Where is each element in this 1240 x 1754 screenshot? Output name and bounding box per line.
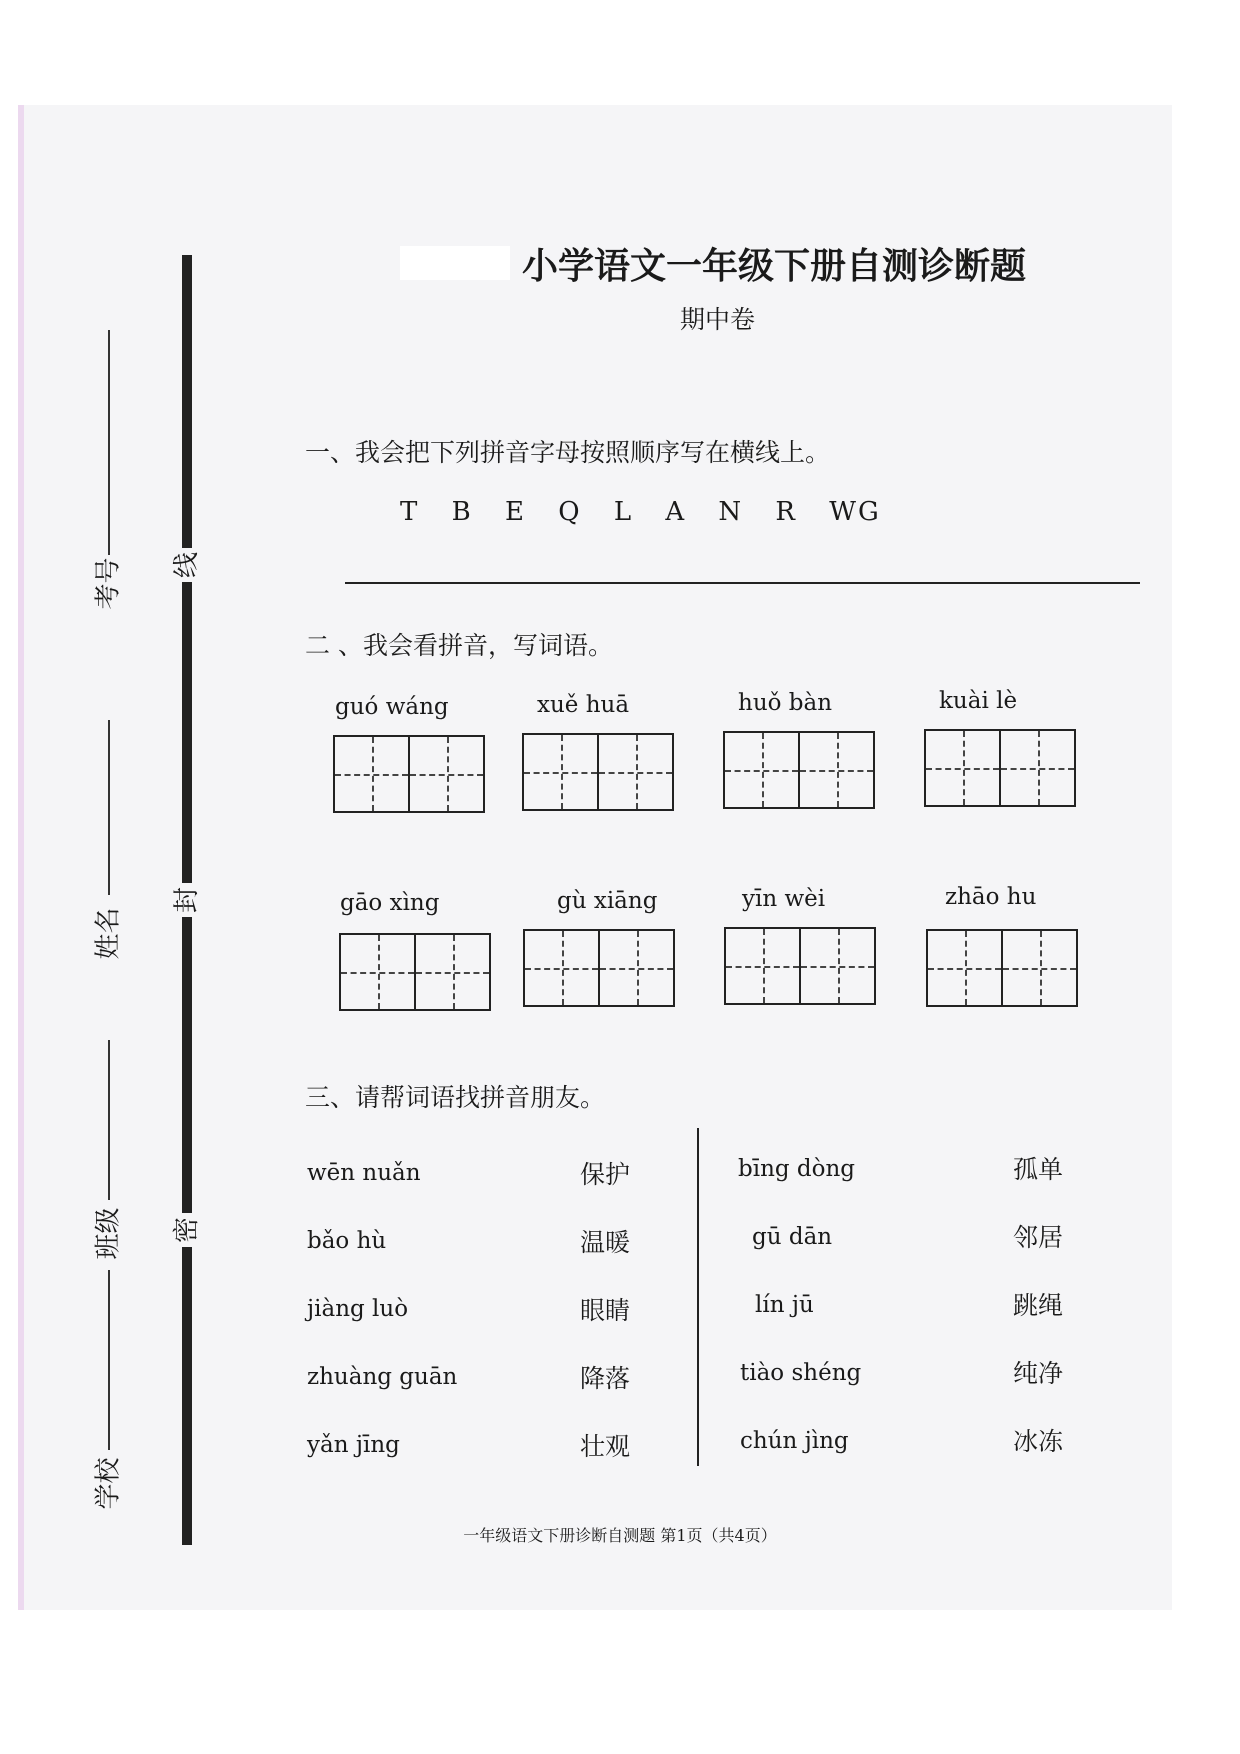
section3-heading: 三、请帮词语找拼音朋友。 bbox=[305, 1083, 606, 1112]
pinyin-prompt: huǒ bàn bbox=[738, 690, 833, 716]
letter: N bbox=[718, 497, 744, 527]
pinyin-prompt: gù xiāng bbox=[557, 888, 658, 914]
match-word[interactable]: 温暖 bbox=[580, 1228, 631, 1257]
pinyin-prompt: xuě huā bbox=[537, 692, 630, 718]
match-pinyin[interactable]: yǎn jīng bbox=[307, 1432, 400, 1458]
seal-char-line: 线 bbox=[167, 548, 207, 582]
match-word[interactable]: 孤单 bbox=[1013, 1155, 1064, 1184]
match-pinyin[interactable]: bǎo hù bbox=[307, 1228, 387, 1254]
letter: WG bbox=[829, 497, 881, 527]
letter-list bbox=[400, 497, 903, 527]
school-line bbox=[108, 1270, 110, 1450]
match-pinyin[interactable]: jiàng luò bbox=[307, 1296, 409, 1322]
match-word[interactable]: 眼睛 bbox=[580, 1296, 631, 1325]
match-pinyin[interactable]: gū dān bbox=[752, 1224, 833, 1250]
match-word[interactable]: 壮观 bbox=[580, 1432, 631, 1461]
class-line bbox=[108, 1040, 110, 1200]
pinyin-prompt: zhāo hu bbox=[945, 884, 1037, 910]
answer-line[interactable] bbox=[345, 582, 1140, 584]
pinyin-prompt: kuài lè bbox=[939, 688, 1018, 714]
match-word[interactable]: 跳绳 bbox=[1013, 1291, 1064, 1320]
pinyin-prompt: gāo xìng bbox=[340, 890, 440, 916]
writing-grid[interactable] bbox=[339, 933, 491, 1011]
seal-char-seal: 封 bbox=[167, 883, 207, 917]
letter: E bbox=[504, 497, 526, 527]
writing-grid[interactable] bbox=[924, 729, 1076, 807]
match-pinyin[interactable]: lín jū bbox=[755, 1292, 814, 1318]
match-pinyin[interactable]: chún jìng bbox=[740, 1428, 849, 1454]
pinyin-prompt: guó wáng bbox=[335, 694, 449, 720]
letter: T bbox=[400, 497, 420, 527]
page-title: 小学语文一年级下册自测诊断题 bbox=[522, 246, 1027, 287]
writing-grid[interactable] bbox=[926, 929, 1078, 1007]
match-word[interactable]: 纯净 bbox=[1013, 1359, 1064, 1388]
writing-grid[interactable] bbox=[522, 733, 674, 811]
match-word[interactable]: 邻居 bbox=[1013, 1223, 1064, 1252]
match-pinyin[interactable]: zhuàng guān bbox=[307, 1364, 458, 1390]
match-word[interactable]: 降落 bbox=[580, 1364, 631, 1393]
writing-grid[interactable] bbox=[333, 735, 485, 813]
letter: Q bbox=[558, 497, 582, 527]
redacted-region bbox=[400, 246, 510, 280]
writing-grid[interactable] bbox=[723, 731, 875, 809]
match-word[interactable]: 保护 bbox=[580, 1160, 631, 1189]
match-pinyin[interactable]: bīng dòng bbox=[738, 1156, 856, 1182]
seal-char-secret: 密 bbox=[167, 1213, 207, 1247]
column-divider bbox=[697, 1128, 699, 1466]
exam-no-line bbox=[108, 330, 110, 555]
name-line bbox=[108, 720, 110, 895]
match-pinyin[interactable]: tiào shéng bbox=[740, 1360, 862, 1386]
section2-heading: 二 、我会看拼音，写词语。 bbox=[305, 631, 613, 660]
letter: L bbox=[613, 497, 634, 527]
writing-grid[interactable] bbox=[724, 927, 876, 1005]
letter: R bbox=[775, 497, 797, 527]
match-word[interactable]: 冰冻 bbox=[1013, 1427, 1064, 1456]
class-label: 班级 bbox=[93, 1207, 124, 1260]
match-pinyin[interactable]: wēn nuǎn bbox=[307, 1160, 421, 1186]
letter: A bbox=[665, 497, 687, 527]
letter: B bbox=[451, 497, 473, 527]
page-subtitle: 期中卷 bbox=[680, 305, 756, 334]
name-label: 姓名 bbox=[93, 907, 124, 960]
writing-grid[interactable] bbox=[523, 929, 675, 1007]
section1-heading: 一、我会把下列拼音字母按照顺序写在横线上。 bbox=[305, 438, 831, 467]
pinyin-prompt: yīn wèi bbox=[742, 886, 826, 912]
page-footer: 一年级语文下册诊断自测题 第1页（共4页） bbox=[463, 1526, 777, 1545]
exam-no-label: 考号 bbox=[93, 557, 124, 610]
school-label: 学校 bbox=[93, 1457, 124, 1510]
